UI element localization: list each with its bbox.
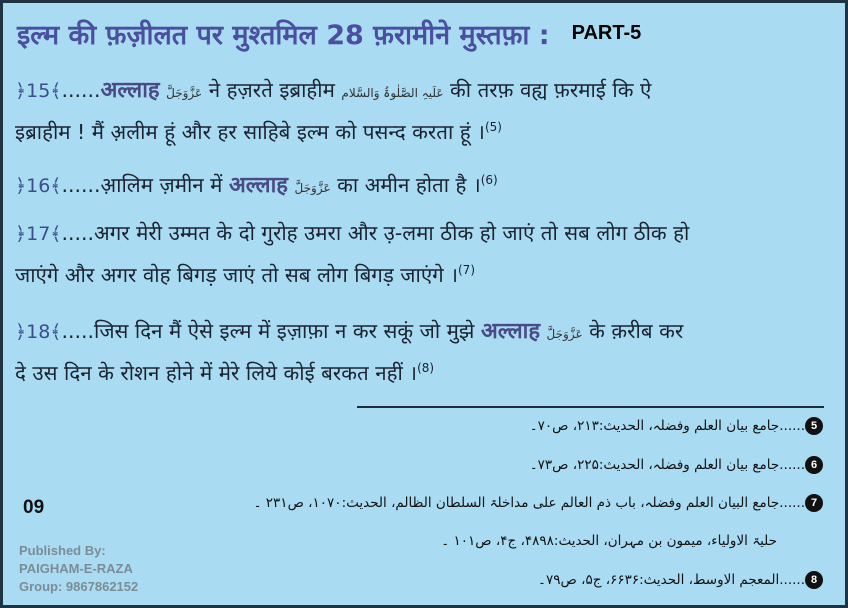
reference-marker: (6) bbox=[480, 173, 498, 188]
reference-marker: (5) bbox=[484, 120, 502, 135]
azza-wa-jal-honorific: عَزَّوَجَلَّ bbox=[294, 181, 331, 195]
azza-wa-jal-honorific: عَزَّوَجَلَّ bbox=[546, 327, 583, 341]
part-label: PART-5 bbox=[571, 21, 642, 44]
hadith-text: .....जिस दिन मैं ऐसे इल्म में इज़ाफ़ा न कर सकूं जो मुझे bbox=[61, 319, 475, 343]
hadith-number: ﴿15﴾ bbox=[15, 80, 62, 102]
footnote-text: جامع بیان العلم وفضلہ، الحدیث:۲۲۵، ص۷۳۔ bbox=[529, 457, 780, 473]
footnote-text: المعجم الاوسط، الحدیث:۶۶۳۶، ج۵، ص۷۹۔ bbox=[538, 572, 780, 588]
hadith-15-line-1 bbox=[15, 72, 835, 108]
hadith-text: ने हज़रते इब्राहीम bbox=[208, 78, 335, 102]
hadith-number: ﴿16﴾ bbox=[15, 175, 62, 197]
hadith-18-line-1 bbox=[15, 313, 835, 349]
hadith-text: ...... bbox=[61, 78, 101, 102]
hadith-text: के क़रीब कर bbox=[589, 319, 684, 343]
hadith-text: ......आ़लिम ज़मीन में bbox=[61, 173, 223, 197]
footnote: 8......المعجم الاوسط، الحدیث:۶۶۳۶، ج۵، ص۷۹۔ bbox=[538, 569, 823, 591]
footnote-divider bbox=[357, 406, 824, 408]
hadith-text: जाएंगे और अगर वोह बिगड़ जाएं तो सब लोग बिगड़ जाएंगे । bbox=[15, 263, 458, 287]
publisher-label: Published By: bbox=[19, 543, 106, 558]
hadith-17-line-1 bbox=[15, 215, 835, 251]
hadith-16-line-1 bbox=[15, 167, 835, 203]
footnote-number-badge: 8 bbox=[805, 571, 823, 589]
footnote-number-badge: 5 bbox=[805, 417, 823, 435]
footnote: 7......جامع البیان العلم وفضلہ، باب ذم العالم علی مداخلۃ السلطان الظالم، الحدیث:۱۰۷۰، ص۲۳۱ ۔ bbox=[254, 492, 823, 514]
page-number: 09 bbox=[23, 497, 45, 518]
footnote-continuation bbox=[441, 530, 777, 552]
footnote-number-badge: 6 bbox=[805, 456, 823, 474]
hadith-17-line-2 bbox=[15, 257, 835, 293]
hadith-18-line-2 bbox=[15, 355, 835, 391]
hadith-text: का अमीन होता है । bbox=[337, 173, 481, 197]
alaihis-salam-honorific: عَلَیہِ الصَّلٰوۃُ وَالسَّلام bbox=[341, 86, 444, 100]
footnote: 6......جامع بیان العلم وفضلہ، الحدیث:۲۲۵، ص۷۳۔ bbox=[530, 454, 823, 476]
hadith-15-line-2 bbox=[15, 114, 835, 150]
hadith-text: दे उस दिन के रोशन होने में मेरे लिये कोई बरकत नहीं । bbox=[15, 361, 418, 385]
reference-marker: (7) bbox=[458, 263, 475, 278]
page-title bbox=[17, 13, 837, 53]
hadith-text: की तरफ़ वह्य फ़रमाई कि ऐ bbox=[450, 78, 652, 102]
publisher-name: PAIGHAM-E-RAZA bbox=[19, 561, 133, 576]
footnote-text: حلیۃ الاولیاء، میمون بن مہران، الحدیث:۴۸۹۸، ج۴، ص۱۰۱ ۔ bbox=[441, 533, 777, 549]
title-text: इल्म की फ़ज़ीलत पर मुश्तमिल 28 फ़रामीने मुस्तफ़ा : bbox=[17, 19, 550, 51]
footnote-text: جامع البیان العلم وفضلہ، باب ذم العالم علی مداخلۃ السلطان الظالم، الحدیث:۱۰۷۰، ص۲۳۱ ۔ bbox=[253, 495, 780, 511]
footnote-text: جامع بیان العلم وفضلہ، الحدیث:۲۱۳، ص۷۰۔ bbox=[529, 418, 780, 434]
footnote-number-badge: 7 bbox=[805, 494, 823, 512]
hadith-text: इब्राहीम ! मैं अ़लीम हूं और हर साहिबे इल्म को पसन्द करता हूं । bbox=[15, 120, 485, 144]
allah-calligraphy: अल्लाह bbox=[228, 172, 288, 198]
allah-calligraphy: अल्लाह bbox=[100, 77, 160, 103]
hadith-number: ﴿17﴾ bbox=[15, 223, 62, 245]
hadith-text: .....अगर मेरी उम्मत के दो गुरोह उमरा और उ़-लमा ठीक हो जाएं तो सब लोग ठीक हो bbox=[61, 221, 690, 245]
azza-wa-jal-honorific: عَزَّوَجَلَّ bbox=[166, 86, 203, 100]
allah-calligraphy: अल्लाह bbox=[480, 318, 540, 344]
footnote: 5......جامع بیان العلم وفضلہ، الحدیث:۲۱۳، ص۷۰۔ bbox=[530, 415, 823, 437]
reference-marker: (8) bbox=[417, 361, 435, 376]
hadith-number: ﴿18﴾ bbox=[15, 321, 62, 343]
publisher-group: Group: 9867862152 bbox=[19, 579, 139, 594]
